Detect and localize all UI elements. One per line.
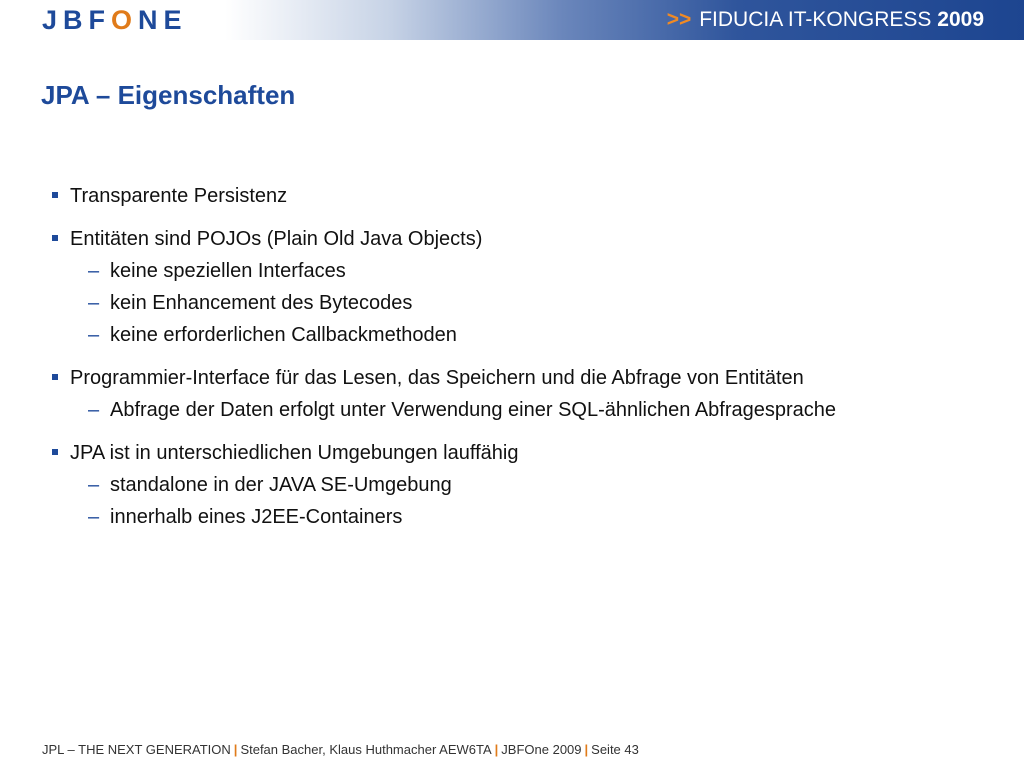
footer-separator: | [494,742,499,757]
sub-item [52,501,992,533]
sub-text: standalone in der JAVA SE-Umgebung [110,474,452,496]
bullet-square-icon [52,449,58,455]
bullet-text: Transparente Persistenz [70,185,288,207]
dash-icon: – [88,474,100,496]
dash-icon: – [88,506,100,528]
logo-accent: O [111,5,139,35]
dash-icon: – [88,324,100,346]
logo-suffix: NE [138,5,188,35]
bullet-text: Entitäten sind POJOs (Plain Old Java Objects) [70,228,483,250]
bullet-item [52,437,992,469]
footer-authors: Stefan Bacher, Klaus Huthmacher AEW6TA [240,742,492,757]
footer-separator: | [584,742,589,757]
sub-text: Abfrage der Daten erfolgt unter Verwendung einer SQL-ähnlichen Abfragesprache [110,399,837,421]
dash-icon: – [88,260,100,282]
congress-year: 2009 [937,8,984,31]
bullet-list [52,180,992,533]
slide-title: JPA – Eigenschaften [41,80,296,110]
jbfone-logo [42,6,188,34]
sub-item [52,469,992,501]
sub-item [52,287,992,319]
bullet-text: JPA ist in unterschiedlichen Umgebungen lauffähig [70,442,519,464]
logo-prefix: JBF [42,5,112,35]
congress-text: FIDUCIA IT-KONGRESS [699,8,932,31]
congress-banner [667,8,984,32]
bullet-square-icon [52,235,58,241]
bullet-square-icon [52,192,58,198]
bullet-text: Programmier-Interface für das Lesen, das Speichern und die Abfrage von Entitäten [70,367,804,389]
footer-page-number: Seite 43 [591,742,639,757]
footer-project: JBFOne 2009 [501,742,582,757]
sub-item [52,255,992,287]
footer-event: JPL – THE NEXT GENERATION [42,742,231,757]
bullet-item [52,223,992,255]
footer [42,742,639,757]
sub-item [52,319,992,351]
bullet-item [52,180,992,212]
sub-text: kein Enhancement des Bytecodes [110,292,413,314]
bullet-item [52,362,992,394]
bullet-square-icon [52,374,58,380]
sub-item [52,394,992,426]
sub-text: keine erforderlichen Callbackmethoden [110,324,457,346]
footer-separator: | [233,742,238,757]
dash-icon: – [88,399,100,421]
dash-icon: – [88,292,100,314]
chevron-icon: >> [666,8,692,31]
sub-text: keine speziellen Interfaces [110,260,346,282]
sub-text: innerhalb eines J2EE-Containers [110,506,403,528]
